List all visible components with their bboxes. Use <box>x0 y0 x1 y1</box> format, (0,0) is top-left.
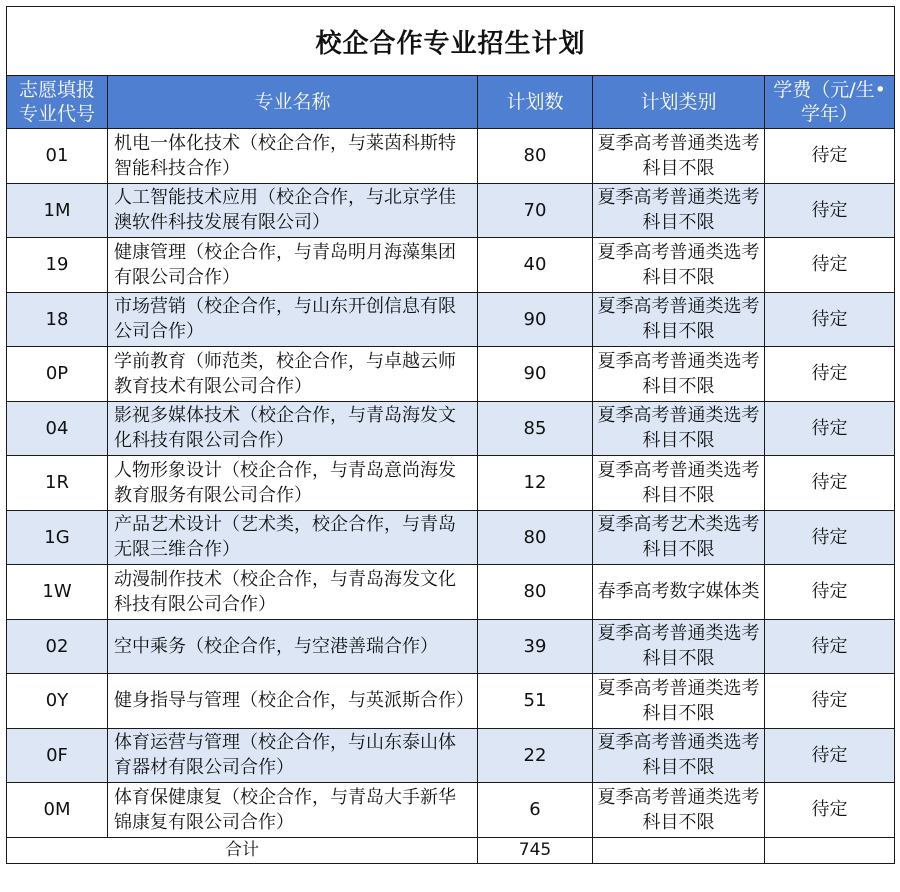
cell-type: 夏季高考普通类选考科目不限 <box>593 728 765 783</box>
cell-code: 0P <box>7 347 108 402</box>
cell-fee: 待定 <box>765 728 895 783</box>
cell-fee: 待定 <box>765 347 895 402</box>
cell-count: 12 <box>478 456 593 511</box>
cell-name: 健身指导与管理（校企合作，与英派斯合作） <box>108 674 478 729</box>
cell-count: 90 <box>478 347 593 402</box>
cell-code: 01 <box>7 129 108 184</box>
header-code: 志愿填报专业代号 <box>7 76 108 129</box>
cell-code: 1G <box>7 510 108 565</box>
cell-count: 39 <box>478 619 593 674</box>
cell-fee: 待定 <box>765 456 895 511</box>
cell-type: 夏季高考普通类选考科目不限 <box>593 292 765 347</box>
cell-count: 40 <box>478 238 593 293</box>
cell-code: 0F <box>7 728 108 783</box>
cell-fee: 待定 <box>765 619 895 674</box>
cell-name: 人物形象设计（校企合作，与青岛意尚海发教育服务有限公司合作） <box>108 456 478 511</box>
header-row <box>7 76 895 129</box>
cell-count: 22 <box>478 728 593 783</box>
cell-code: 18 <box>7 292 108 347</box>
cell-code: 1W <box>7 565 108 620</box>
total-count: 745 <box>478 837 593 863</box>
header-count: 计划数 <box>478 76 593 129</box>
cell-name: 健康管理（校企合作，与青岛明月海藻集团有限公司合作） <box>108 238 478 293</box>
table-row <box>7 183 895 238</box>
cell-count: 51 <box>478 674 593 729</box>
cell-type: 夏季高考普通类选考科目不限 <box>593 238 765 293</box>
cell-fee: 待定 <box>765 401 895 456</box>
table-row <box>7 510 895 565</box>
cell-code: 1M <box>7 183 108 238</box>
cell-fee: 待定 <box>765 129 895 184</box>
table-row <box>7 619 895 674</box>
cell-type: 春季高考数字媒体类 <box>593 565 765 620</box>
table-row <box>7 401 895 456</box>
cell-fee: 待定 <box>765 183 895 238</box>
cell-type: 夏季高考普通类选考科目不限 <box>593 183 765 238</box>
table-row <box>7 347 895 402</box>
total-label: 合计 <box>7 837 478 863</box>
cell-name: 市场营销（校企合作，与山东开创信息有限公司合作） <box>108 292 478 347</box>
table-row <box>7 456 895 511</box>
total-row <box>7 837 895 863</box>
cell-type: 夏季高考普通类选考科目不限 <box>593 674 765 729</box>
cell-fee: 待定 <box>765 674 895 729</box>
table-title: 校企合作专业招生计划 <box>7 7 895 76</box>
cell-code: 02 <box>7 619 108 674</box>
cell-name: 机电一体化技术（校企合作，与莱茵科斯特智能科技合作） <box>108 129 478 184</box>
cell-name: 体育保健康复（校企合作，与青岛大手新华锦康复有限公司合作） <box>108 783 478 838</box>
table-row <box>7 292 895 347</box>
cell-code: 1R <box>7 456 108 511</box>
enrollment-plan-table <box>6 6 895 864</box>
table-row <box>7 565 895 620</box>
cell-fee: 待定 <box>765 565 895 620</box>
cell-type: 夏季高考普通类选考科目不限 <box>593 783 765 838</box>
cell-fee: 待定 <box>765 783 895 838</box>
header-name: 专业名称 <box>108 76 478 129</box>
cell-type: 夏季高考艺术类选考科目不限 <box>593 510 765 565</box>
table-row <box>7 238 895 293</box>
cell-count: 90 <box>478 292 593 347</box>
cell-count: 85 <box>478 401 593 456</box>
total-empty-type <box>593 837 765 863</box>
table-row <box>7 728 895 783</box>
cell-fee: 待定 <box>765 292 895 347</box>
cell-count: 6 <box>478 783 593 838</box>
cell-name: 动漫制作技术（校企合作，与青岛海发文化科技有限公司合作） <box>108 565 478 620</box>
table-row <box>7 783 895 838</box>
total-empty-fee <box>765 837 895 863</box>
cell-type: 夏季高考普通类选考科目不限 <box>593 129 765 184</box>
cell-count: 70 <box>478 183 593 238</box>
header-type: 计划类别 <box>593 76 765 129</box>
cell-name: 学前教育（师范类，校企合作，与卓越云师教育技术有限公司合作） <box>108 347 478 402</box>
cell-code: 19 <box>7 238 108 293</box>
cell-fee: 待定 <box>765 510 895 565</box>
cell-fee: 待定 <box>765 238 895 293</box>
cell-type: 夏季高考普通类选考科目不限 <box>593 347 765 402</box>
cell-type: 夏季高考普通类选考科目不限 <box>593 401 765 456</box>
table-row <box>7 129 895 184</box>
cell-count: 80 <box>478 510 593 565</box>
cell-type: 夏季高考普通类选考科目不限 <box>593 456 765 511</box>
cell-name: 影视多媒体技术（校企合作，与青岛海发文化科技有限公司合作） <box>108 401 478 456</box>
cell-code: 0Y <box>7 674 108 729</box>
cell-name: 体育运营与管理（校企合作，与山东泰山体育器材有限公司合作） <box>108 728 478 783</box>
cell-name: 空中乘务（校企合作，与空港善瑞合作） <box>108 619 478 674</box>
header-fee: 学费（元/生•学年） <box>765 76 895 129</box>
cell-code: 04 <box>7 401 108 456</box>
table-row <box>7 674 895 729</box>
cell-count: 80 <box>478 129 593 184</box>
cell-code: 0M <box>7 783 108 838</box>
cell-count: 80 <box>478 565 593 620</box>
cell-name: 产品艺术设计（艺术类，校企合作，与青岛无限三维合作） <box>108 510 478 565</box>
cell-name: 人工智能技术应用（校企合作，与北京学佳澳软件科技发展有限公司） <box>108 183 478 238</box>
cell-type: 夏季高考普通类选考科目不限 <box>593 619 765 674</box>
